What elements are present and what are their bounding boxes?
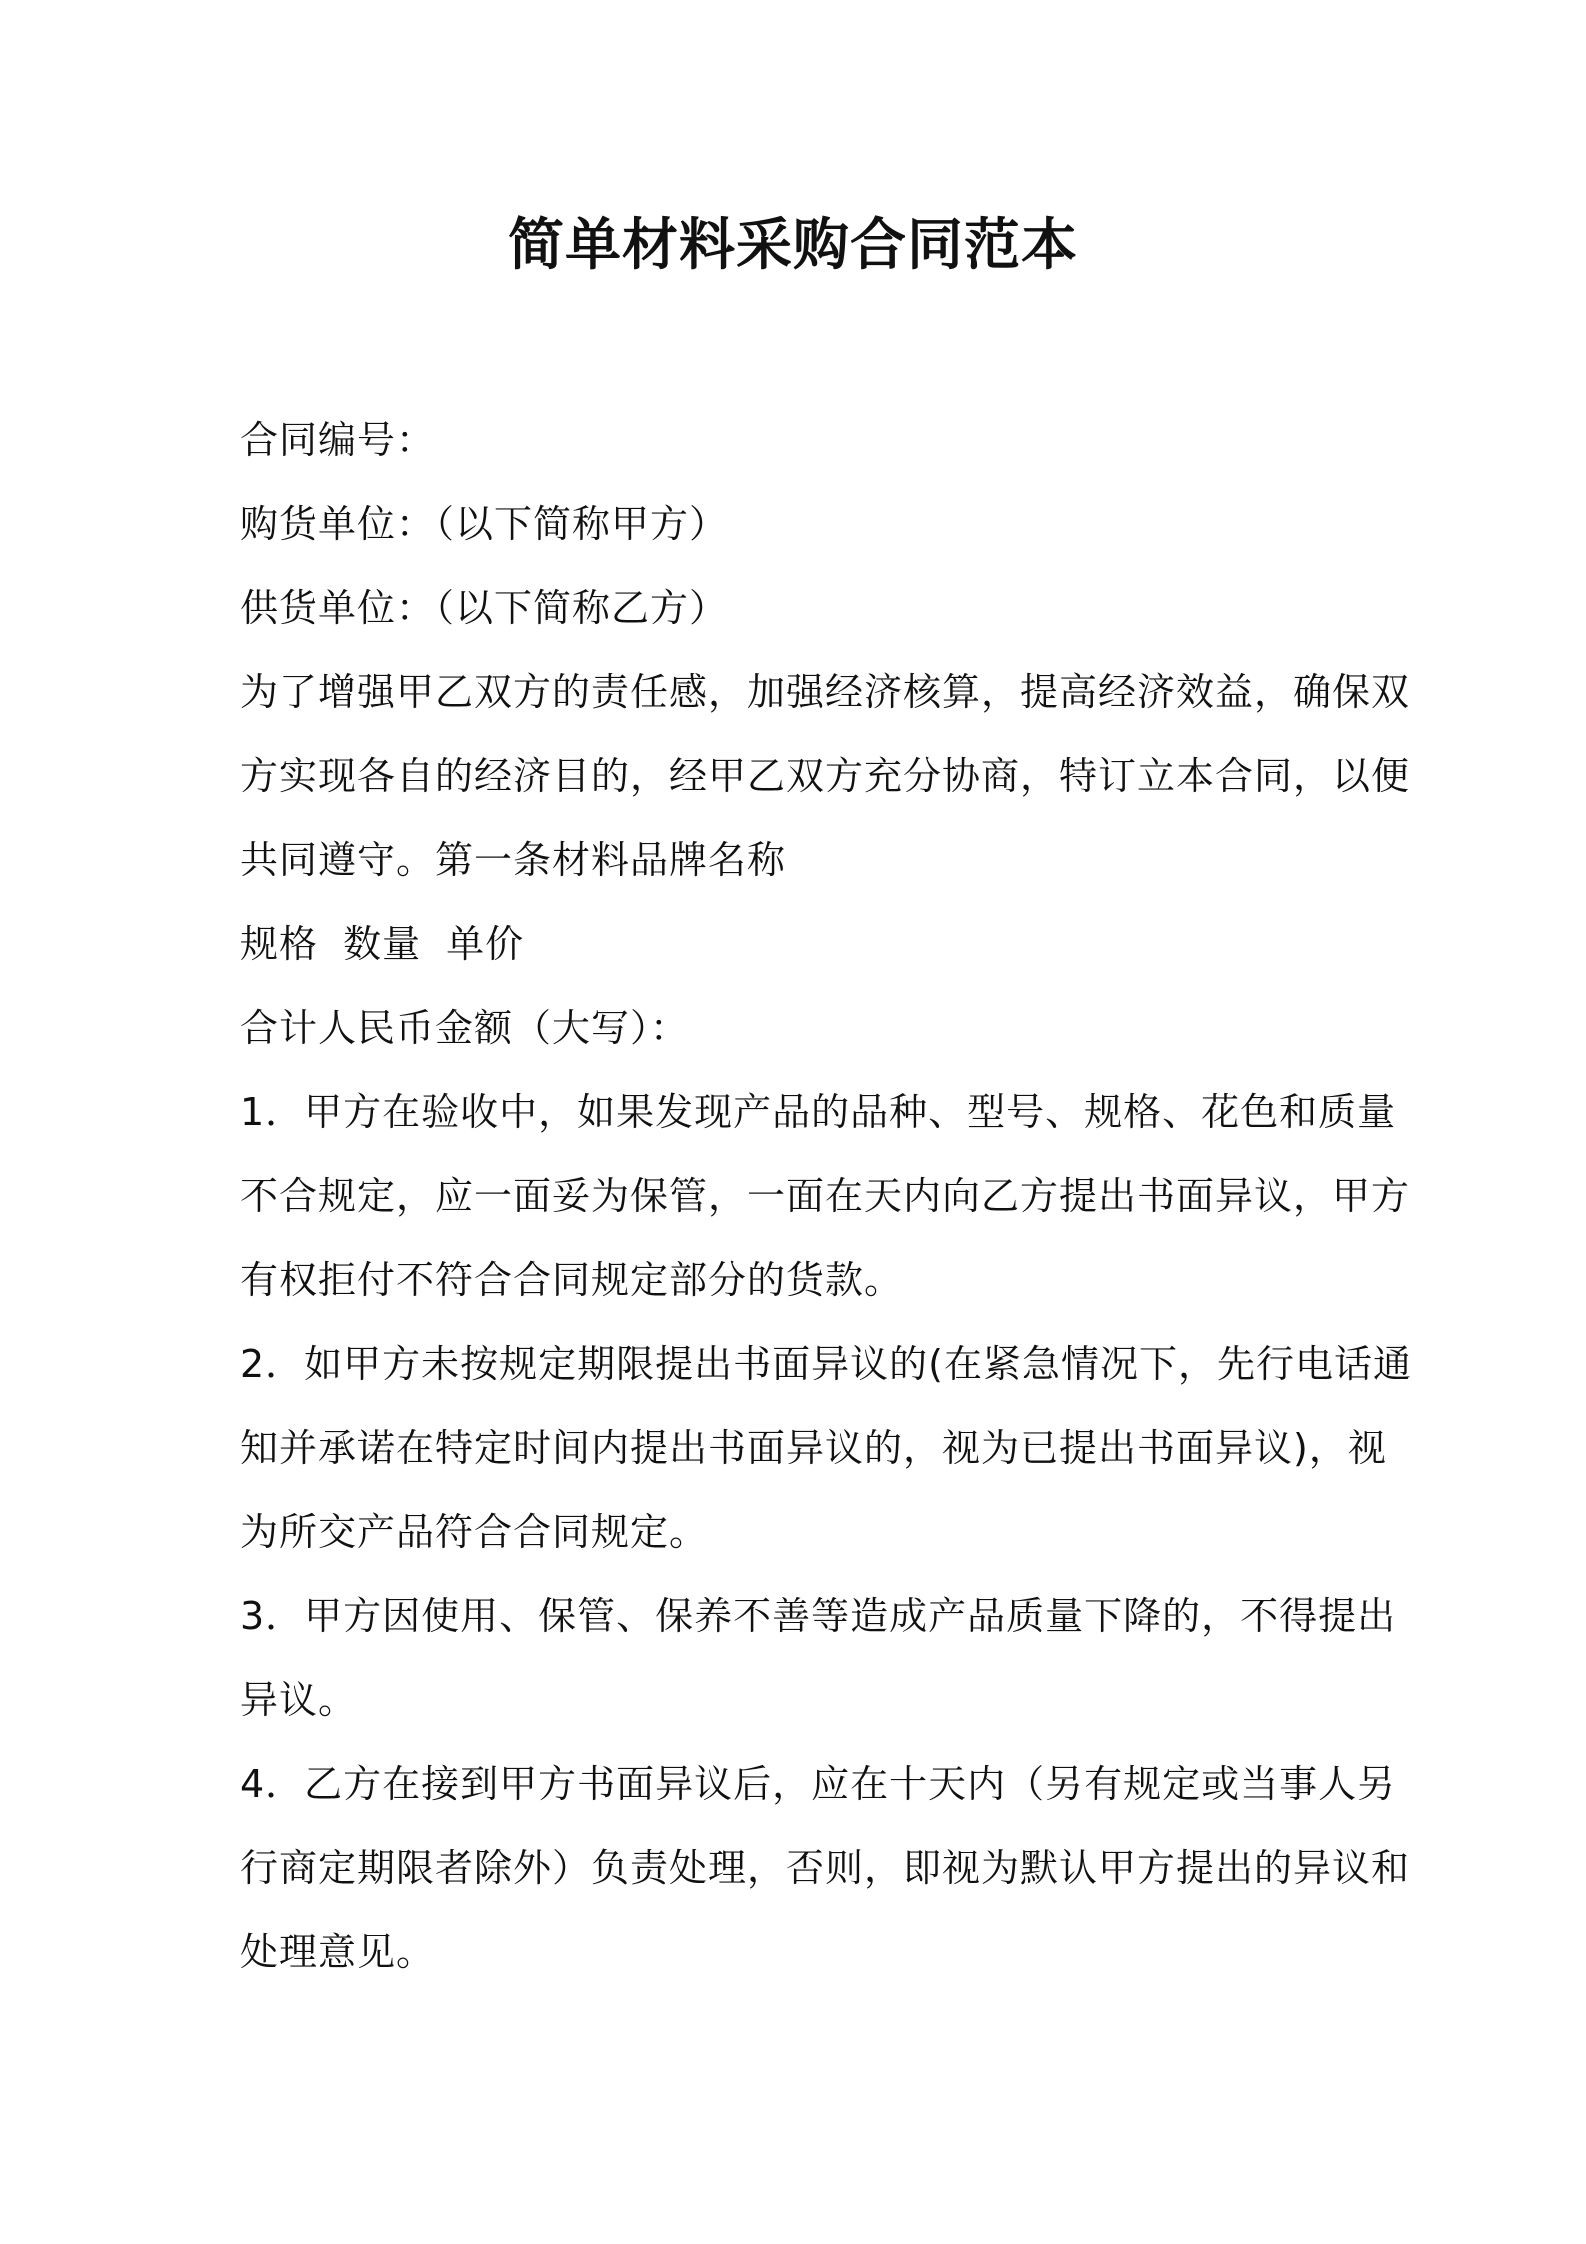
clause-2-line-3: 为所交产品符合合同规定。 [240,1510,709,1554]
clause-1-line-1: 1．甲方在验收中，如果发现产品的品种、型号、规格、花色和质量 [240,1090,1397,1134]
clause-4-line-3: 处理意见。 [240,1930,436,1974]
clause-2-line-2: 知并承诺在特定时间内提出书面异议的，视为已提出书面异议)，视 [240,1426,1387,1470]
total-amount-line: 合计人民币金额（大写）： [240,1006,690,1050]
contract-body [240,398,1413,1994]
buyer-line: 购货单位：（以下简称甲方） [240,502,729,546]
clause-3-line-2: 异议。 [240,1678,358,1722]
preamble-line-3: 共同遵守。第一条材料品牌名称 [240,838,787,882]
document-title: 简单材料采购合同范本 [508,213,1078,278]
clause-4-line-2: 行商定期限者除外）负责处理，否则，即视为默认甲方提出的异议和 [240,1846,1411,1890]
clause-2-line-1: 2．如甲方未按规定期限提出书面异议的(在紧急情况下，先行电话通 [240,1342,1413,1386]
preamble-line-1: 为了增强甲乙双方的责任感，加强经济核算，提高经济效益，确保双 [240,670,1411,714]
preamble-line-2: 方实现各自的经济目的，经甲乙双方充分协商，特订立本合同，以便 [240,754,1411,798]
clause-1-line-2: 不合规定，应一面妥为保管，一面在天内向乙方提出书面异议，甲方 [240,1174,1411,1218]
spec-quantity-price-line: 规格 数量 单价 [240,922,525,966]
supplier-line: 供货单位：（以下简称乙方） [240,586,729,630]
contract-number-line: 合同编号： [240,418,436,462]
clause-1-line-3: 有权拒付不符合合同规定部分的货款。 [240,1258,904,1302]
clause-4-line-1: 4．乙方在接到甲方书面异议后，应在十天内（另有规定或当事人另 [240,1762,1397,1806]
clause-3-line-1: 3．甲方因使用、保管、保养不善等造成产品质量下降的，不得提出 [240,1594,1397,1638]
